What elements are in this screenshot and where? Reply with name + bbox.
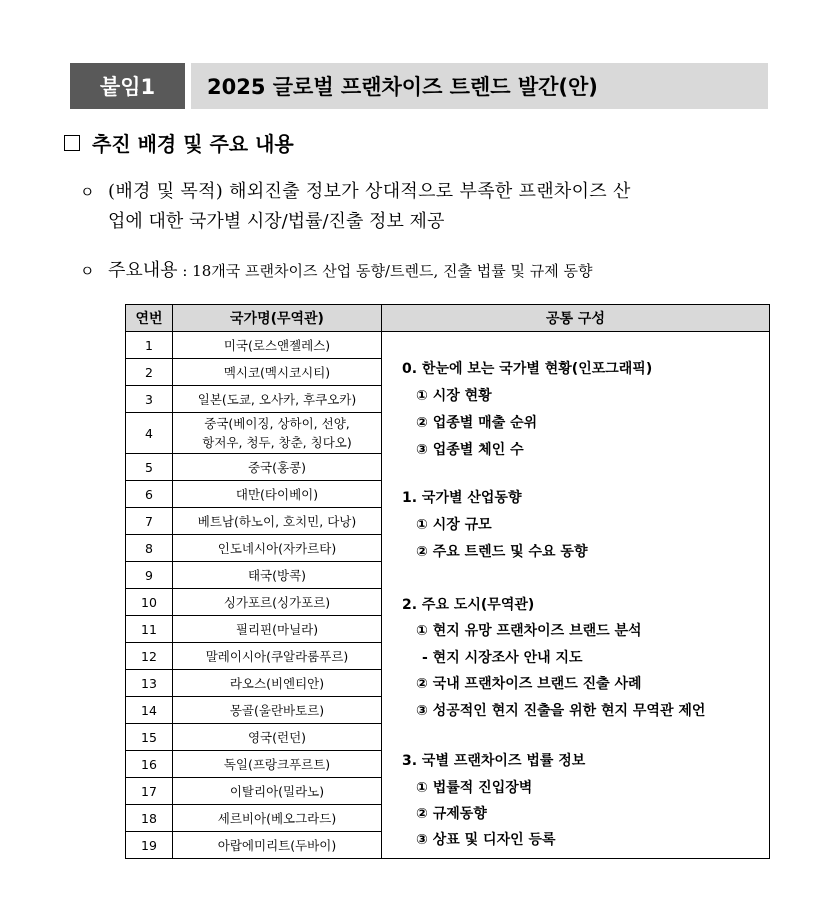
attachment-badge: 붙임1 — [70, 63, 185, 109]
bullet-background-line1: (배경 및 목적) 해외진출 정보가 상대적으로 부족한 프랜차이즈 산 — [108, 181, 631, 202]
circle-bullet-icon: ㅇ — [80, 262, 95, 280]
row-country: 몽골(울란바토르) — [173, 697, 382, 724]
row-num: 16 — [126, 751, 173, 778]
row-num: 18 — [126, 805, 173, 832]
row-country: 중국(홍콩) — [173, 454, 382, 481]
row-country: 말레이시아(쿠알라룸푸르) — [173, 643, 382, 670]
common-s2-3: ③ 성공적인 현지 진출을 위한 현지 무역관 제언 — [416, 703, 706, 719]
row-num: 1 — [126, 332, 173, 359]
common-s2-1a: - 현지 시장조사 안내 지도 — [422, 650, 583, 666]
circle-bullet-icon: ㅇ — [80, 183, 95, 201]
common-s0: 0. 한눈에 보는 국가별 현황(인포그래픽) — [402, 361, 653, 377]
common-s2-2: ② 국내 프랜차이즈 브랜드 진출 사례 — [416, 676, 642, 692]
bullet-main-lead: 주요내용 — [108, 260, 178, 281]
section-heading-text: 추진 배경 및 주요 내용 — [92, 132, 294, 156]
common-s1-1: ① 시장 규모 — [416, 517, 492, 533]
row-num: 12 — [126, 643, 173, 670]
row-num: 11 — [126, 616, 173, 643]
common-structure-cell — [382, 332, 770, 859]
row-country: 독일(프랑크푸르트) — [173, 751, 382, 778]
common-s0-1: ① 시장 현황 — [416, 388, 492, 404]
header-num: 연번 — [126, 305, 173, 332]
row-country: 미국(로스앤젤레스) — [173, 332, 382, 359]
row-country: 멕시코(멕시코시티) — [173, 359, 382, 386]
common-s0-3: ③ 업종별 체인 수 — [416, 442, 524, 458]
row-num: 8 — [126, 535, 173, 562]
row-country-line1: 중국(베이징, 상하이, 선양, — [204, 416, 350, 431]
row-country: 필리핀(마닐라) — [173, 616, 382, 643]
row-num: 2 — [126, 359, 173, 386]
row-num: 15 — [126, 724, 173, 751]
row-num: 4 — [126, 413, 173, 454]
common-s1: 1. 국가별 산업동향 — [402, 490, 522, 506]
common-s3-3: ③ 상표 및 디자인 등록 — [416, 832, 556, 848]
header-country: 국가명(무역관) — [173, 305, 382, 332]
row-country: 라오스(비엔티안) — [173, 670, 382, 697]
section-heading — [64, 128, 294, 157]
row-country: 베트남(하노이, 호치민, 다낭) — [173, 508, 382, 535]
row-num: 5 — [126, 454, 173, 481]
bullet-main-rest: : 18개국 프랜차이즈 산업 동향/트렌드, 진출 법률 및 규제 동향 — [177, 262, 593, 280]
square-bullet-icon — [64, 135, 80, 151]
row-country: 태국(방콕) — [173, 562, 382, 589]
row-country: 싱가포르(싱가포르) — [173, 589, 382, 616]
table-row — [126, 332, 770, 359]
common-s3-1: ① 법률적 진입장벽 — [416, 780, 533, 796]
row-country: 영국(런던) — [173, 724, 382, 751]
common-s2: 2. 주요 도시(무역관) — [402, 597, 535, 613]
common-s0-2: ② 업종별 매출 순위 — [416, 415, 538, 431]
row-country-line2: 항저우, 청두, 창춘, 칭다오) — [202, 435, 352, 450]
row-num: 19 — [126, 832, 173, 859]
country-table — [125, 304, 770, 859]
common-s2-1: ① 현지 유망 프랜차이즈 브랜드 분석 — [416, 623, 642, 639]
row-num: 3 — [126, 386, 173, 413]
row-country: 일본(도쿄, 오사카, 후쿠오카) — [173, 386, 382, 413]
common-s3: 3. 국별 프랜차이즈 법률 정보 — [402, 753, 586, 769]
document-title: 2025 글로벌 프랜차이즈 트렌드 발간(안) — [191, 63, 768, 109]
row-country — [173, 413, 382, 454]
bullet-background-line2: 업에 대한 국가별 시장/법률/진출 정보 제공 — [108, 211, 445, 232]
title-bar — [70, 63, 768, 109]
row-num: 14 — [126, 697, 173, 724]
header-common: 공통 구성 — [382, 305, 770, 332]
row-num: 13 — [126, 670, 173, 697]
row-num: 10 — [126, 589, 173, 616]
common-s3-2: ② 규제동향 — [416, 806, 487, 822]
row-num: 17 — [126, 778, 173, 805]
table-header-row — [126, 305, 770, 332]
row-num: 6 — [126, 481, 173, 508]
row-num: 9 — [126, 562, 173, 589]
row-country: 아랍에미리트(두바이) — [173, 832, 382, 859]
row-country: 이탈리아(밀라노) — [173, 778, 382, 805]
row-country: 인도네시아(자카르타) — [173, 535, 382, 562]
common-s1-2: ② 주요 트렌드 및 수요 동향 — [416, 544, 588, 560]
row-num: 7 — [126, 508, 173, 535]
row-country: 세르비아(베오그라드) — [173, 805, 382, 832]
row-country: 대만(타이베이) — [173, 481, 382, 508]
